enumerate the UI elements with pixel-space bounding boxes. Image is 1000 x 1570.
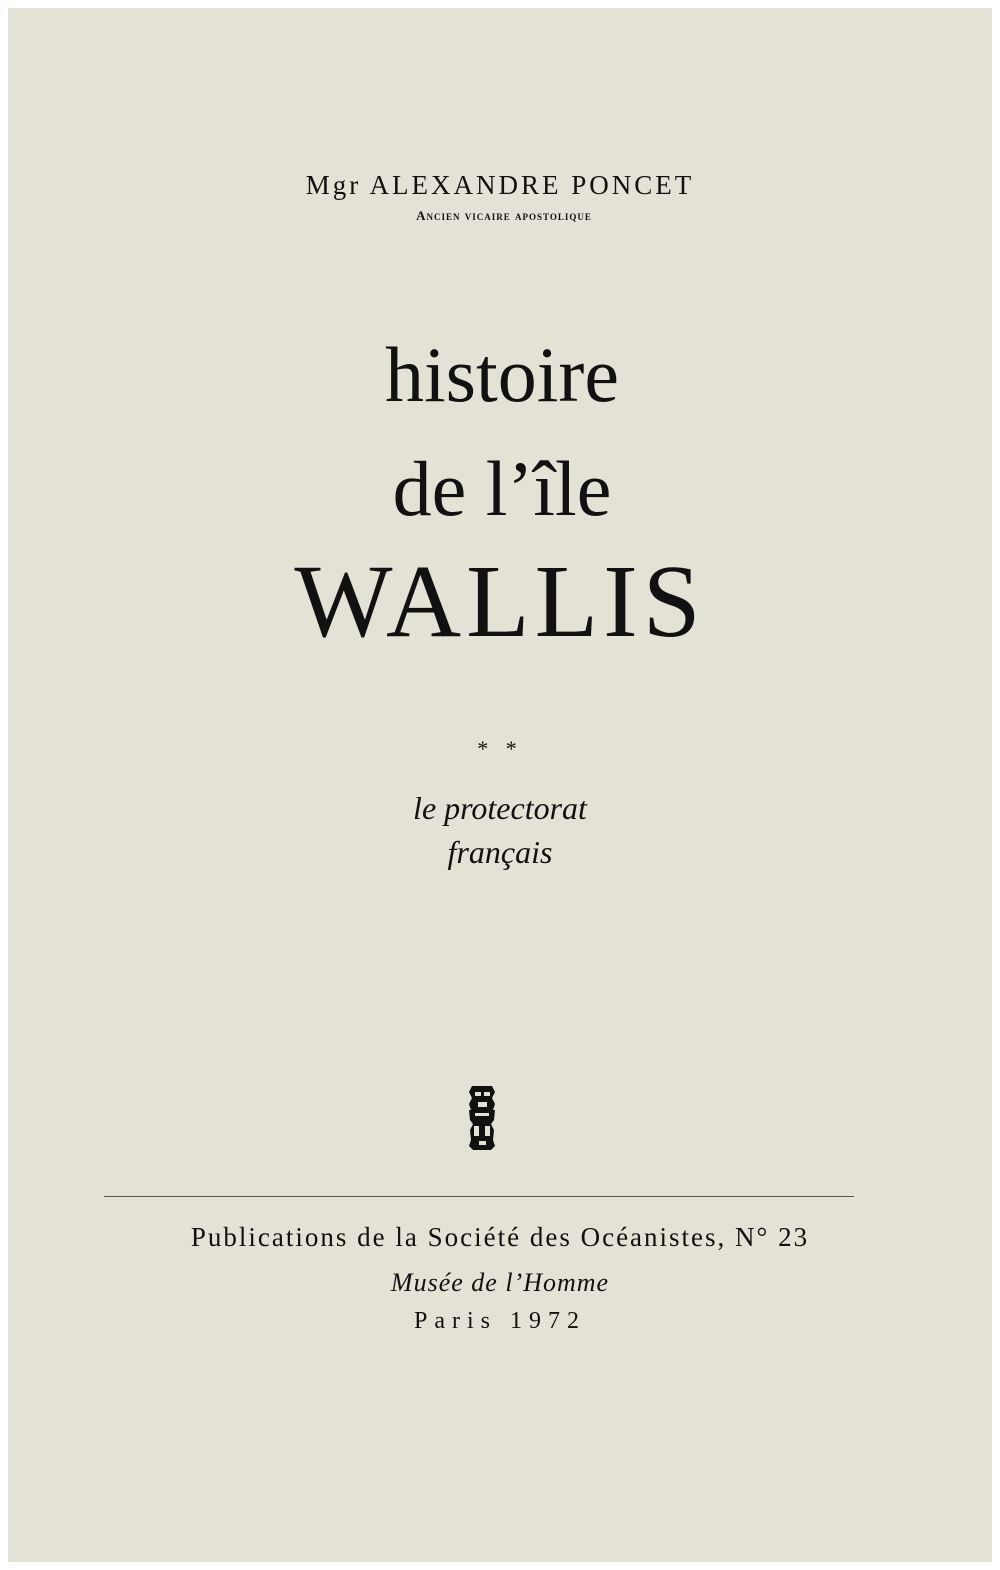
- author-name: Mgr ALEXANDRE PONCET: [305, 170, 695, 200]
- volume-marker: * *: [477, 736, 523, 761]
- title-page: [8, 8, 992, 1562]
- book-title-line-1: histoire: [385, 331, 619, 418]
- book-title-line-2: de l’île: [392, 445, 612, 532]
- book-title-line-3: WALLIS: [294, 544, 706, 659]
- publisher-series: Publications de la Société des Océanistes, N° 23: [190, 1222, 810, 1252]
- author-role: Ancien vicaire apostolique: [416, 208, 592, 223]
- publisher-institution: Musée de l’Homme: [390, 1268, 610, 1297]
- divider-rule: [104, 1196, 854, 1197]
- subtitle-line-1: le protectorat: [413, 790, 587, 826]
- subtitle-line-2: français: [447, 834, 553, 870]
- publisher-place-year: Paris 1972: [414, 1308, 586, 1334]
- tiki-figure-icon: [464, 1084, 500, 1152]
